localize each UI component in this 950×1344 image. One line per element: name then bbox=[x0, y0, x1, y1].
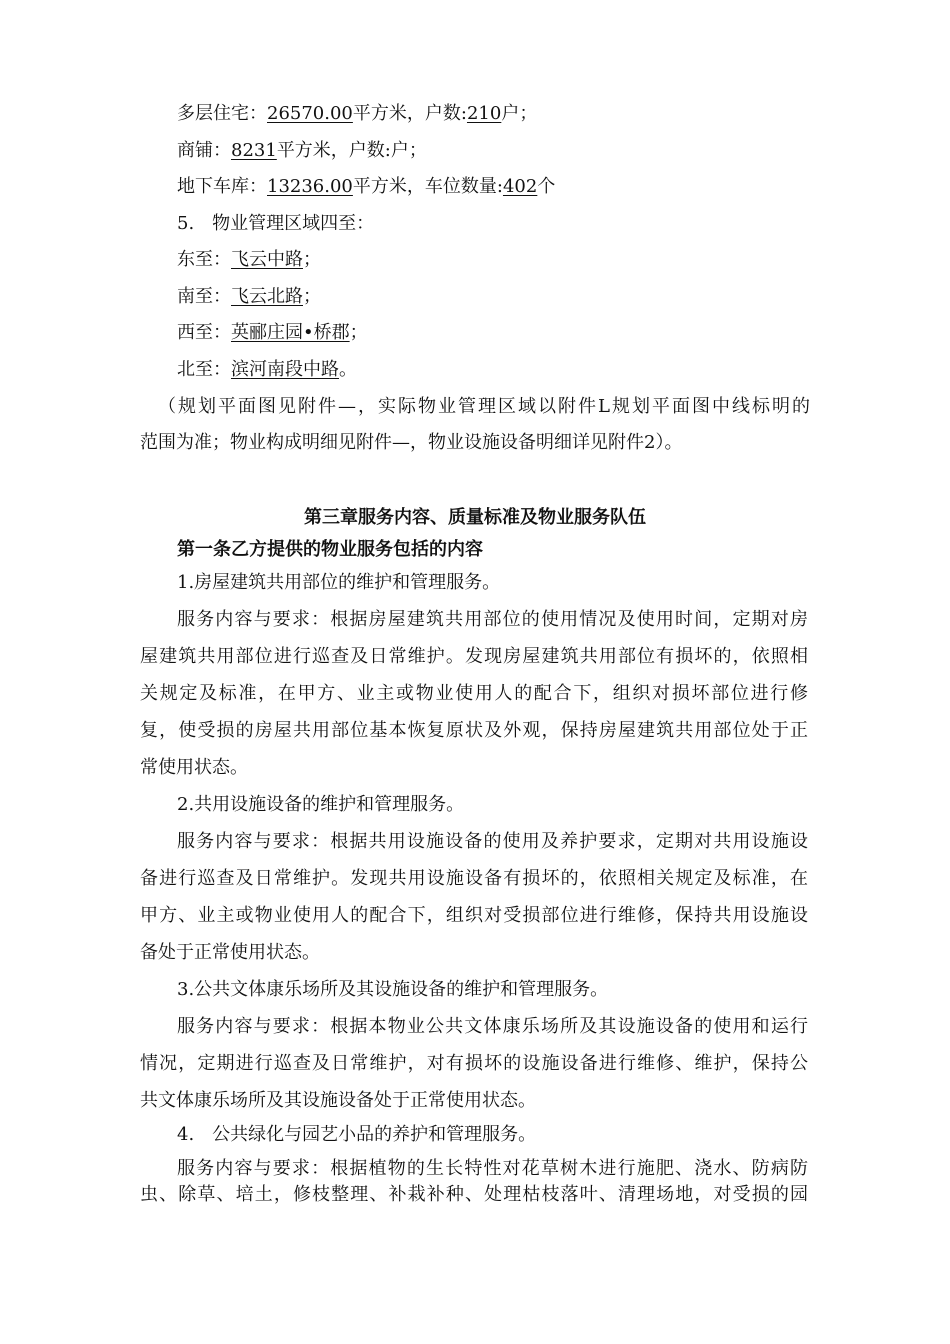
boundary-west bbox=[177, 321, 368, 345]
boundary-north bbox=[177, 358, 357, 382]
garage-unit-text: 平方米，车位数量: bbox=[352, 176, 503, 197]
chapter-title: 第三章服务内容、质量标准及物业服务队伍 bbox=[304, 507, 646, 528]
boundary-note-line-2: 范围为准；物业构成明细见附件—，物业设施设备明细详见附件2）。 bbox=[140, 432, 683, 453]
item-1-line-3: 关规定及标准，在甲方、业主或物业使用人的配合下，组织对损坏部位进行修 bbox=[140, 683, 808, 704]
east-label: 东至： bbox=[177, 249, 231, 270]
item-3-title: 3.公共文体康乐场所及其设施设备的维护和管理服务。 bbox=[177, 979, 609, 1000]
north-label: 北至： bbox=[177, 359, 231, 380]
article-title: 第一条乙方提供的物业服务包括的内容 bbox=[177, 539, 483, 560]
item-4-title: 4. 公共绿化与园艺小品的养护和管理服务。 bbox=[177, 1124, 537, 1145]
shops-label: 商铺： bbox=[177, 140, 231, 161]
item-1-line-2: 屋建筑共用部位进行巡查及日常维护。发现房屋建筑共用部位有损坏的，依照相 bbox=[140, 646, 808, 667]
item-2-line-1: 服务内容与要求：根据共用设施设备的使用及养护要求，定期对共用设施设 bbox=[177, 831, 808, 852]
residential-area-value: 26570.00 bbox=[267, 103, 353, 124]
boundary-note-line-1: （规划平面图见附件—，实际物业管理区域以附件L规划平面图中线标明的 bbox=[158, 396, 810, 417]
item-1-line-5: 常使用状态。 bbox=[140, 757, 248, 778]
item-1-line-1: 服务内容与要求：根据房屋建筑共用部位的使用情况及使用时间，定期对房 bbox=[177, 609, 808, 630]
west-tail: ； bbox=[349, 322, 368, 343]
south-value: 飞云北路 bbox=[231, 286, 303, 307]
boundary-south bbox=[177, 285, 321, 309]
item-3-line-3: 共文体康乐场所及其设施设备处于正常使用状态。 bbox=[140, 1090, 536, 1111]
residential-unit-text: 平方米，户数: bbox=[352, 103, 467, 124]
garage-spaces-value: 402 bbox=[502, 176, 538, 197]
south-tail: ； bbox=[303, 286, 321, 307]
residential-area-line bbox=[177, 102, 537, 126]
garage-area-value: 13236.00 bbox=[267, 176, 353, 197]
residential-label: 多层住宅： bbox=[177, 103, 267, 124]
garage-tail: 个 bbox=[537, 176, 556, 197]
boundary-heading: 5. 物业管理区域四至： bbox=[177, 213, 375, 234]
garage-area-line bbox=[177, 175, 555, 199]
east-tail: ； bbox=[303, 249, 321, 270]
west-label: 西至： bbox=[177, 322, 231, 343]
item-2-line-4: 备处于正常使用状态。 bbox=[140, 942, 320, 963]
west-value: 英郦庄园•桥郡 bbox=[231, 322, 350, 343]
item-1-line-4: 复，使受损的房屋共用部位基本恢复原状及外观，保持房屋建筑共用部位处于正 bbox=[140, 720, 808, 741]
north-value: 滨河南段中路 bbox=[231, 359, 339, 380]
item-4-line-2: 虫、除草、培土，修枝整理、补栽补种、处理枯枝落叶、清理场地，对受损的园 bbox=[140, 1184, 808, 1205]
north-tail: 。 bbox=[339, 359, 357, 380]
shops-area-value: 8231 bbox=[231, 140, 277, 161]
residential-tail: 户； bbox=[501, 103, 538, 124]
item-2-title: 2.共用设施设备的维护和管理服务。 bbox=[177, 794, 465, 815]
item-3-line-2: 情况，定期进行巡查及日常维护，对有损坏的设施设备进行维修、维护，保持公 bbox=[140, 1053, 808, 1074]
item-3-line-1: 服务内容与要求：根据本物业公共文体康乐场所及其设施设备的使用和运行 bbox=[177, 1016, 808, 1037]
shops-area-line bbox=[177, 139, 427, 163]
item-2-line-3: 甲方、业主或物业使用人的配合下，组织对受损部位进行维修，保持共用设施设 bbox=[140, 905, 808, 926]
item-2-line-2: 备进行巡查及日常维护。发现共用设施设备有损坏的，依照相关规定及标准，在 bbox=[140, 868, 808, 889]
residential-households-value: 210 bbox=[466, 103, 502, 124]
garage-label: 地下车库： bbox=[177, 176, 267, 197]
shops-unit-text: 平方米，户数:户； bbox=[276, 140, 427, 161]
east-value: 飞云中路 bbox=[231, 249, 303, 270]
south-label: 南至： bbox=[177, 286, 231, 307]
item-1-title: 1.房屋建筑共用部位的维护和管理服务。 bbox=[177, 572, 501, 593]
boundary-east bbox=[177, 248, 321, 272]
item-4-line-1: 服务内容与要求：根据植物的生长特性对花草树木进行施肥、浇水、防病防 bbox=[177, 1158, 808, 1179]
